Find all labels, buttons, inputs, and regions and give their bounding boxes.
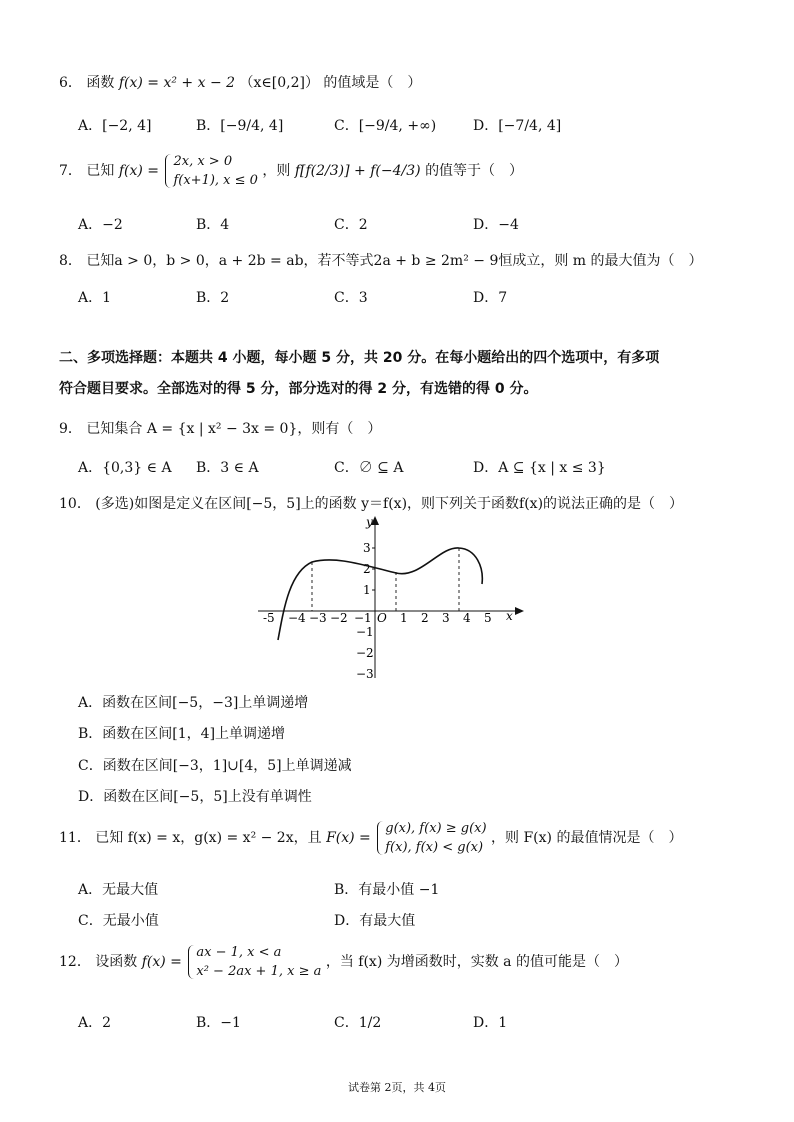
y-tick-label: 3 [363,541,371,555]
q7-option-a[interactable]: A．−2 [78,217,123,233]
q8-stem [59,250,703,270]
y-tick-label: 1 [363,583,371,597]
q10-stem [59,493,683,513]
x-axis-label: x [506,609,513,623]
x-tick-label: −4 [288,611,306,625]
y-tick-label: 2 [363,562,371,576]
q12-case2: x² − 2ax + 1, x ≥ a [196,964,322,979]
q7-stem [59,152,523,190]
q8-option-d[interactable]: D．7 [473,290,508,306]
x-tick-label: −2 [330,611,348,625]
section2-heading-line1: 二、多项选择题：本题共 4 小题，每小题 5 分，共 20 分。在每小题给出的四个选项中，有多项 [59,350,660,366]
q11-func: F(x) = [326,830,371,846]
q9-number: 9． [59,421,82,437]
q8-number: 8． [59,253,82,269]
q10-option-b[interactable]: B．函数在区间[1，4]上单调递增 [78,726,286,742]
q11-text-a: 已知 f(x) = x，g(x) = x² − 2x，且 [95,830,322,846]
x-tick-label: −3 [309,611,327,625]
q12-option-c[interactable]: C．1/2 [334,1015,382,1031]
q6-option-c[interactable]: C．[−9/4, +∞) [334,118,437,134]
q11-case2: f(x), f(x) < g(x) [385,840,484,855]
q11-option-c[interactable]: C．无最小值 [78,913,159,929]
q10-function-graph [250,512,530,684]
q12-text-a: 设函数 [95,954,138,970]
q12-piecewise [186,943,321,981]
q9-stem [59,418,381,438]
q11-option-a[interactable]: A．无最大值 [78,882,159,898]
q12-func: f(x) = [141,954,182,970]
x-tick-label: 3 [442,611,450,625]
x-tick-label: −1 [354,611,372,625]
x-tick-label: -5 [263,611,275,625]
q6-text-a: 函数 [86,75,115,91]
q11-number: 11． [59,830,91,846]
q6-option-b[interactable]: B．[−9/4, 4] [196,118,284,134]
q6-number: 6． [59,75,82,91]
x-tick-label: 2 [421,611,429,625]
x-tick-label: 5 [484,611,492,625]
q9-option-c[interactable]: C．∅ ⊆ A [334,460,404,476]
y-tick-label: −2 [356,646,374,660]
q12-text-b: ，当 f(x) 为增函数时，实数 a 的值可能是（ ） [325,954,628,970]
q12-option-b[interactable]: B．−1 [196,1015,241,1031]
q7-piecewise [163,152,257,190]
q7-option-c[interactable]: C．2 [334,217,368,233]
q6-option-a[interactable]: A．[−2, 4] [78,118,152,134]
x-tick-label: 4 [463,611,471,625]
q11-text-b: ，则 F(x) 的最值情况是（ ） [491,830,683,846]
section2-heading-line2: 符合题目要求。全部选对的得 5 分，部分选对的得 2 分，有选错的得 0 分。 [59,381,538,397]
q6-text-b: 的值域是（ ） [323,75,422,91]
q12-option-d[interactable]: D．1 [473,1015,508,1031]
q12-number: 12． [59,954,91,970]
y-tick-label: −3 [356,667,374,681]
origin-label: O [377,611,387,625]
q6-option-d[interactable]: D．[−7/4, 4] [473,118,562,134]
q8-option-b[interactable]: B．2 [196,290,230,306]
q12-option-a[interactable]: A．2 [78,1015,112,1031]
q9-option-b[interactable]: B．3 ∈ A [196,460,259,476]
x-tick-label: 1 [400,611,408,625]
q9-option-d[interactable]: D．A ⊆ {x | x ≤ 3} [473,460,606,476]
q8-option-a[interactable]: A．1 [78,290,112,306]
q10-option-a[interactable]: A．函数在区间[−5，−3]上单调递增 [78,695,309,711]
q11-option-d[interactable]: D．有最大值 [334,913,416,929]
q7-text-a: 已知 [86,163,115,179]
q6-stem [59,72,421,92]
q10-number: 10． [59,496,91,512]
q7-number: 7． [59,163,82,179]
q12-case1: ax − 1, x < a [196,945,282,960]
q7-text-b: ，则 [262,163,291,179]
q7-option-d[interactable]: D．−4 [473,217,519,233]
q11-piecewise [375,819,486,857]
y-axis-label: y [366,515,373,529]
q12-stem [59,943,628,981]
q8-text: 已知a > 0，b > 0，a + 2b = ab，若不等式2a + b ≥ 2m² − 9恒成立，则 m 的最大值为（ ） [86,253,703,269]
q7-option-b[interactable]: B．4 [196,217,230,233]
q6-formula: f(x) = x² + x − 2 [118,75,236,91]
y-tick-label: −1 [356,625,374,639]
q7-text-c: 的值等于（ ） [425,163,524,179]
q10-option-c[interactable]: C．函数在区间[−3，1]∪[4，5]上单调递减 [78,758,352,774]
q11-case1: g(x), f(x) ≥ g(x) [385,821,487,836]
q7-case2: f(x+1), x ≤ 0 [173,173,258,188]
q10-text: (多选)如图是定义在区间[−5，5]上的函数 y＝f(x)，则下列关于函数f(x)的说法正确的是（ ） [95,496,684,512]
q10-option-d[interactable]: D．函数在区间[−5，5]上没有单调性 [78,789,312,805]
q11-option-b[interactable]: B．有最小值 −1 [334,882,440,898]
q7-func: f(x) = [118,163,160,179]
page-footer: 试卷第 2页，共 4页 [348,1081,446,1094]
x-axis-arrow [515,607,524,615]
q7-expr: f[f(2/3)] + f(−4/3) [294,163,421,179]
q8-option-c[interactable]: C．3 [334,290,368,306]
q11-stem [59,819,682,857]
q6-domain: （x∈[0,2]） [239,75,319,91]
function-curve [278,548,482,640]
q9-option-a[interactable]: A．{0,3} ∈ A [78,460,172,476]
q7-case1: 2x, x > 0 [173,154,233,169]
q9-text: 已知集合 A = {x | x² − 3x = 0}，则有（ ） [86,421,382,437]
